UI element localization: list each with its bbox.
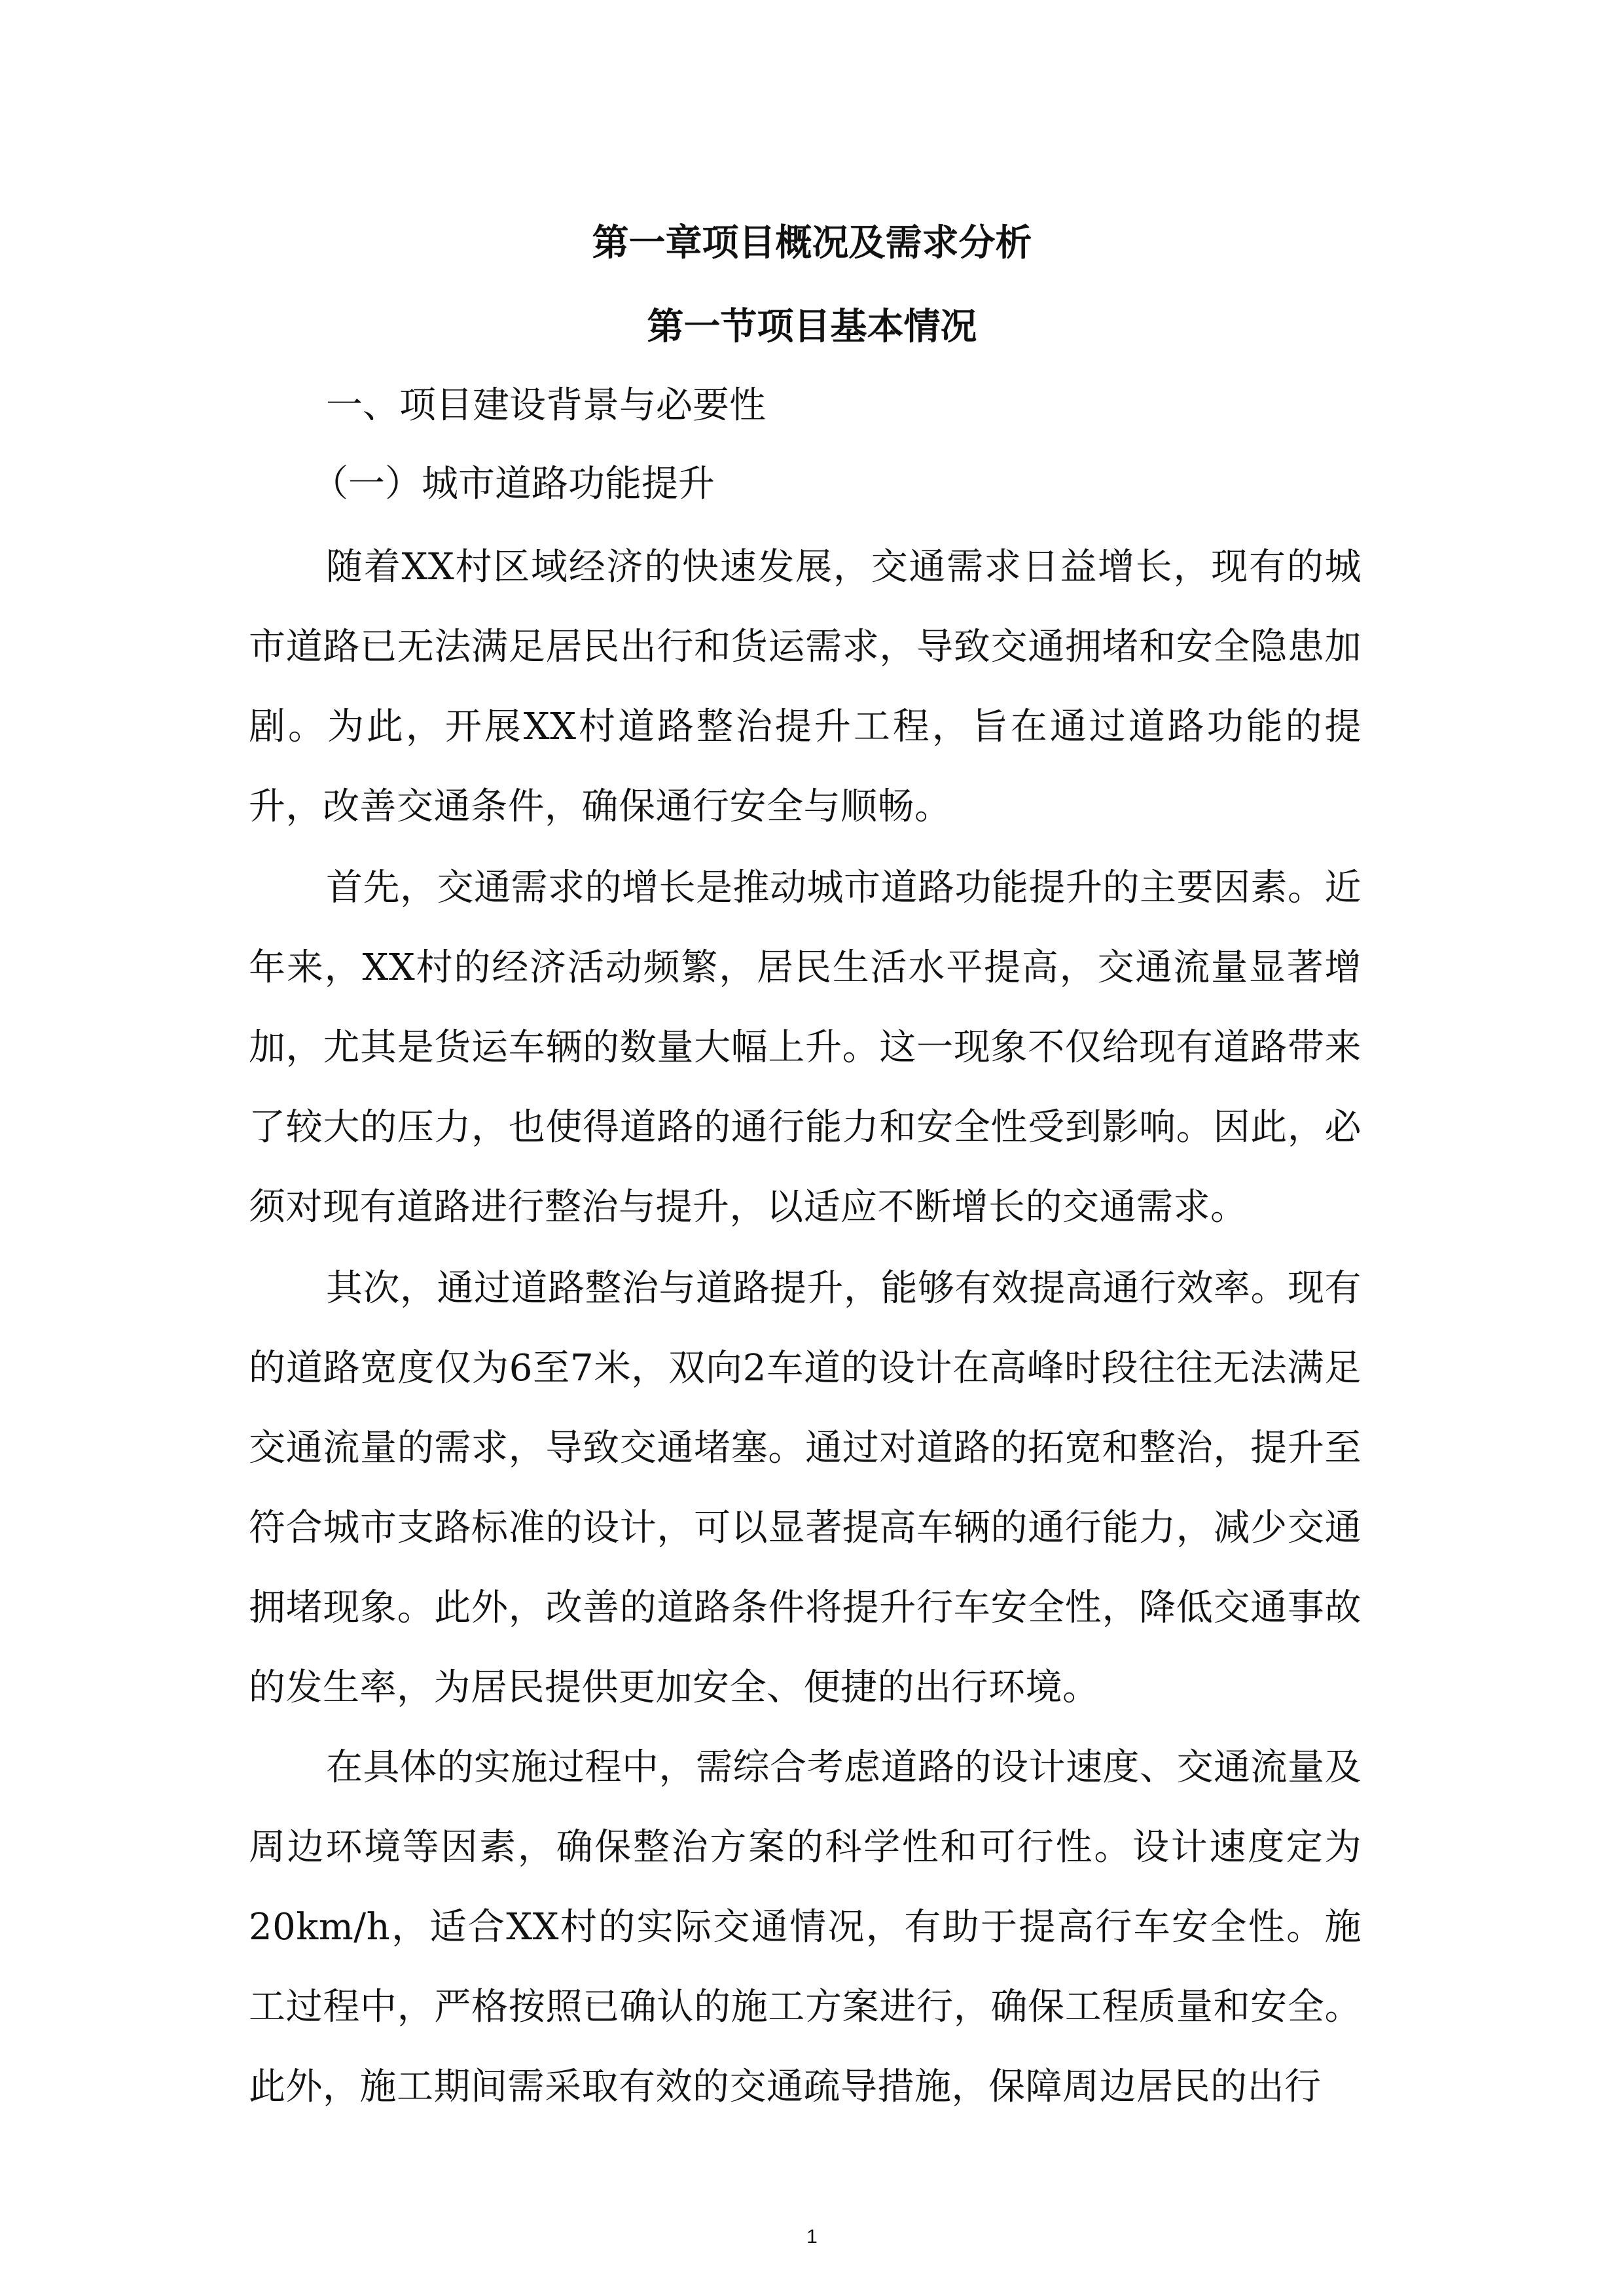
- paragraph-second: 其次，通过道路整治与道路提升，能够有效提高通行效率。现有的道路宽度仅为6至7米，双向2车道的设计在高峰时段往往无法满足交通流量的需求，导致交通堵塞。通过对道路的拓宽和整治，提升至符合城市支路标准的设计，可以显著提高车辆的通行能力，减少交通拥堵现象。此外，改善的道路条件将提升行车安全性，降低交通事故的发生率，为居民提供更加安全、便捷的出行环境。: [249, 1267, 1362, 1709]
- page-number: 1: [806, 2226, 818, 2248]
- subheading-road-function: （一）城市道路功能提升: [312, 463, 715, 505]
- paragraph-implementation: 在具体的实施过程中，需综合考虑道路的设计速度、交通流量及周边环境等因素，确保整治方案的科学性和可行性。设计速度定为20km/h，适合XX村的实际交通情况，有助于提高行车安全性。施工过程中，严格按照已确认的施工方案进行，确保工程质量和安全。此外，施工期间需采取有效的交通疏导措施，保障周边居民的出行: [249, 1746, 1362, 2108]
- chapter-title: 第一章项目概况及需求分析: [592, 222, 1032, 264]
- paragraph-intro: 随着XX村区域经济的快速发展，交通需求日益增长，现有的城市道路已无法满足居民出行和货运需求，导致交通拥堵和安全隐患加剧。为此，开展XX村道路整治提升工程，旨在通过道路功能的提升，改善交通条件，确保通行安全与顺畅。: [249, 546, 1362, 828]
- subheading-background: 一、项目建设背景与必要性: [326, 384, 766, 427]
- section-title: 第一节项目基本情况: [647, 306, 977, 348]
- paragraph-first: 首先，交通需求的增长是推动城市道路功能提升的主要因素。近年来，XX村的经济活动频繁，居民生活水平提高，交通流量显著增加，尤其是货运车辆的数量大幅上升。这一现象不仅给现有道路带来了较大的压力，也使得道路的通行能力和安全性受到影响。因此，必须对现有道路进行整治与提升，以适应不断增长的交通需求。: [249, 867, 1362, 1229]
